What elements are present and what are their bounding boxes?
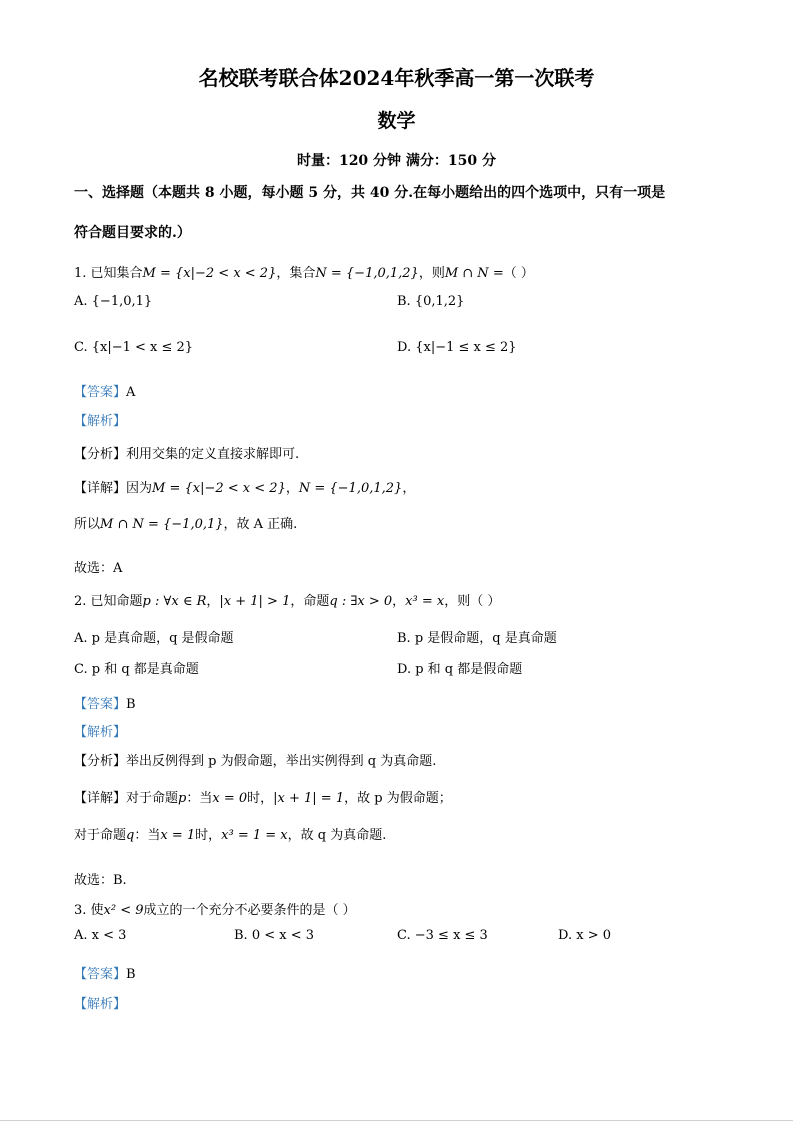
analysis-tag: 【分析】 — [74, 447, 127, 462]
q3-stem-expr: x² < 9 — [103, 903, 144, 918]
q2-detail-text-a: 对于命题 — [126, 791, 179, 806]
q3-stem — [74, 899, 356, 918]
section-heading-line-2: 符合题目要求的.） — [74, 225, 191, 241]
q1-stem-text-a: 1. 已知集合 — [74, 266, 143, 281]
q1-option-a: A. {−1,0,1} — [74, 294, 153, 309]
detail-tag: 【详解】 — [74, 481, 127, 496]
q2-detail2-text-d: ，故 q 为真命题. — [287, 828, 387, 843]
q1-detail-m: M = {x|−2 < x < 2} — [152, 481, 286, 496]
q2-option-d: D. p 和 q 都是假命题 — [397, 662, 523, 677]
q2-stem — [74, 590, 500, 609]
q2-stem-text-d: ， — [392, 594, 406, 609]
answer-tag: 【答案】 — [74, 697, 127, 712]
q3-option-a: A. x < 3 — [74, 928, 127, 943]
q2-detail-text-c: 时， — [247, 791, 274, 806]
q2-choose: 故选：B. — [74, 873, 127, 888]
q1-choose: 故选：A — [74, 561, 123, 576]
q3-answer-value: B — [126, 967, 136, 982]
q2-detail2-x1: x = 1 — [160, 828, 196, 843]
q2-stem-text-b: ， — [206, 594, 220, 609]
q1-stem-text-b: ，集合 — [276, 266, 316, 281]
q3-option-c: C. −3 ≤ x ≤ 3 — [397, 928, 488, 943]
q1-so-text-a: 所以 — [74, 517, 101, 532]
analysis-tag: 【分析】 — [74, 754, 127, 769]
q1-detail — [74, 477, 415, 496]
q1-analysis — [74, 443, 299, 462]
q1-stem — [74, 262, 534, 281]
q2-analysis-text: 举出反例得到 p 为假命题，举出实例得到 q 为真命题. — [126, 754, 437, 769]
q1-stem-text-c: ，则 — [418, 266, 445, 281]
q2-detail-p: p — [178, 791, 187, 806]
q2-detail-expr: |x + 1| = 1 — [273, 791, 345, 806]
page-bottom-divider — [0, 1120, 793, 1121]
q1-option-b: B. {0,1,2} — [397, 294, 465, 309]
q2-option-c: C. p 和 q 都是真命题 — [74, 662, 199, 677]
q1-analysis-text: 利用交集的定义直接求解即可. — [126, 447, 300, 462]
q3-stem-text-a: 3. 使 — [74, 903, 104, 918]
q1-so-expr: M ∩ N = {−1,0,1} — [100, 517, 224, 532]
q1-expr: M ∩ N = — [444, 266, 504, 281]
q1-detail-text-c: ， — [402, 481, 416, 496]
q2-detail-text-d: ，故 p 为假命题； — [344, 791, 452, 806]
q2-answer-value: B — [126, 697, 136, 712]
q2-detail-x0: x = 0 — [212, 791, 248, 806]
q2-analysis — [74, 750, 436, 769]
q1-answer-value: A — [126, 385, 136, 400]
q3-answer — [74, 963, 136, 982]
subject-title: 数学 — [377, 110, 416, 132]
q2-detail2-text-c: 时， — [195, 828, 222, 843]
q1-set-m: M = {x|−2 < x < 2} — [142, 266, 277, 281]
q2-detail2-text-b: ：当 — [134, 828, 161, 843]
page-title: 名校联考联合体2024年秋季高一第一次联考 — [198, 66, 595, 90]
answer-tag: 【答案】 — [74, 385, 127, 400]
q2-detail2-q: q — [126, 828, 135, 843]
q3-option-d: D. x > 0 — [558, 928, 611, 943]
q2-stem-text-a: 2. 已知命题 — [74, 594, 143, 609]
q1-stem-text-d: （ ） — [503, 266, 534, 281]
q1-explain-tag: 【解析】 — [74, 414, 127, 429]
q2-answer — [74, 693, 136, 712]
q2-detail-text-b: ：当 — [186, 791, 213, 806]
time-score-line: 时量：120 分钟 满分：150 分 — [296, 153, 497, 169]
q3-stem-text-b: 成立的一个充分不必要条件的是（ ） — [143, 903, 356, 918]
q1-so-text-b: ，故 A 正确. — [223, 517, 298, 532]
q2-detail2-text-a: 对于命题 — [74, 828, 127, 843]
q1-detail-text-a: 因为 — [126, 481, 153, 496]
q2-q-expr: x³ = x — [405, 594, 445, 609]
q2-detail-1 — [74, 787, 452, 806]
q2-option-a: A. p 是真命题，q 是假命题 — [74, 631, 234, 646]
q1-detail-n: N = {−1,0,1,2} — [298, 481, 403, 496]
q1-set-n: N = {−1,0,1,2} — [315, 266, 419, 281]
q1-conclusion — [74, 513, 297, 532]
q1-option-c: C. {x|−1 < x ≤ 2} — [74, 340, 194, 355]
section-heading-line-1: 一、选择题（本题共 8 小题，每小题 5 分，共 40 分.在每小题给出的四个选项中，只有一项是 — [74, 185, 666, 201]
q2-detail-2 — [74, 824, 386, 843]
q1-answer — [74, 381, 135, 400]
q2-p-def: p : ∀x ∈ R — [142, 594, 207, 609]
q1-option-d: D. {x|−1 ≤ x ≤ 2} — [397, 340, 517, 355]
q3-option-b: B. 0 < x < 3 — [234, 928, 315, 943]
answer-tag: 【答案】 — [74, 967, 127, 982]
q2-detail2-expr: x³ = 1 = x — [221, 828, 288, 843]
q2-stem-text-e: ，则（ ） — [444, 594, 501, 609]
q3-explain-tag: 【解析】 — [74, 997, 127, 1012]
q2-stem-text-c: ，命题 — [290, 594, 330, 609]
q2-p-expr: |x + 1| > 1 — [219, 594, 291, 609]
q1-detail-text-b: ， — [285, 481, 299, 496]
q2-explain-tag: 【解析】 — [74, 725, 127, 740]
q2-option-b: B. p 是假命题，q 是真命题 — [397, 631, 557, 646]
detail-tag: 【详解】 — [74, 791, 127, 806]
q2-q-def: q : ∃x > 0 — [329, 594, 393, 609]
